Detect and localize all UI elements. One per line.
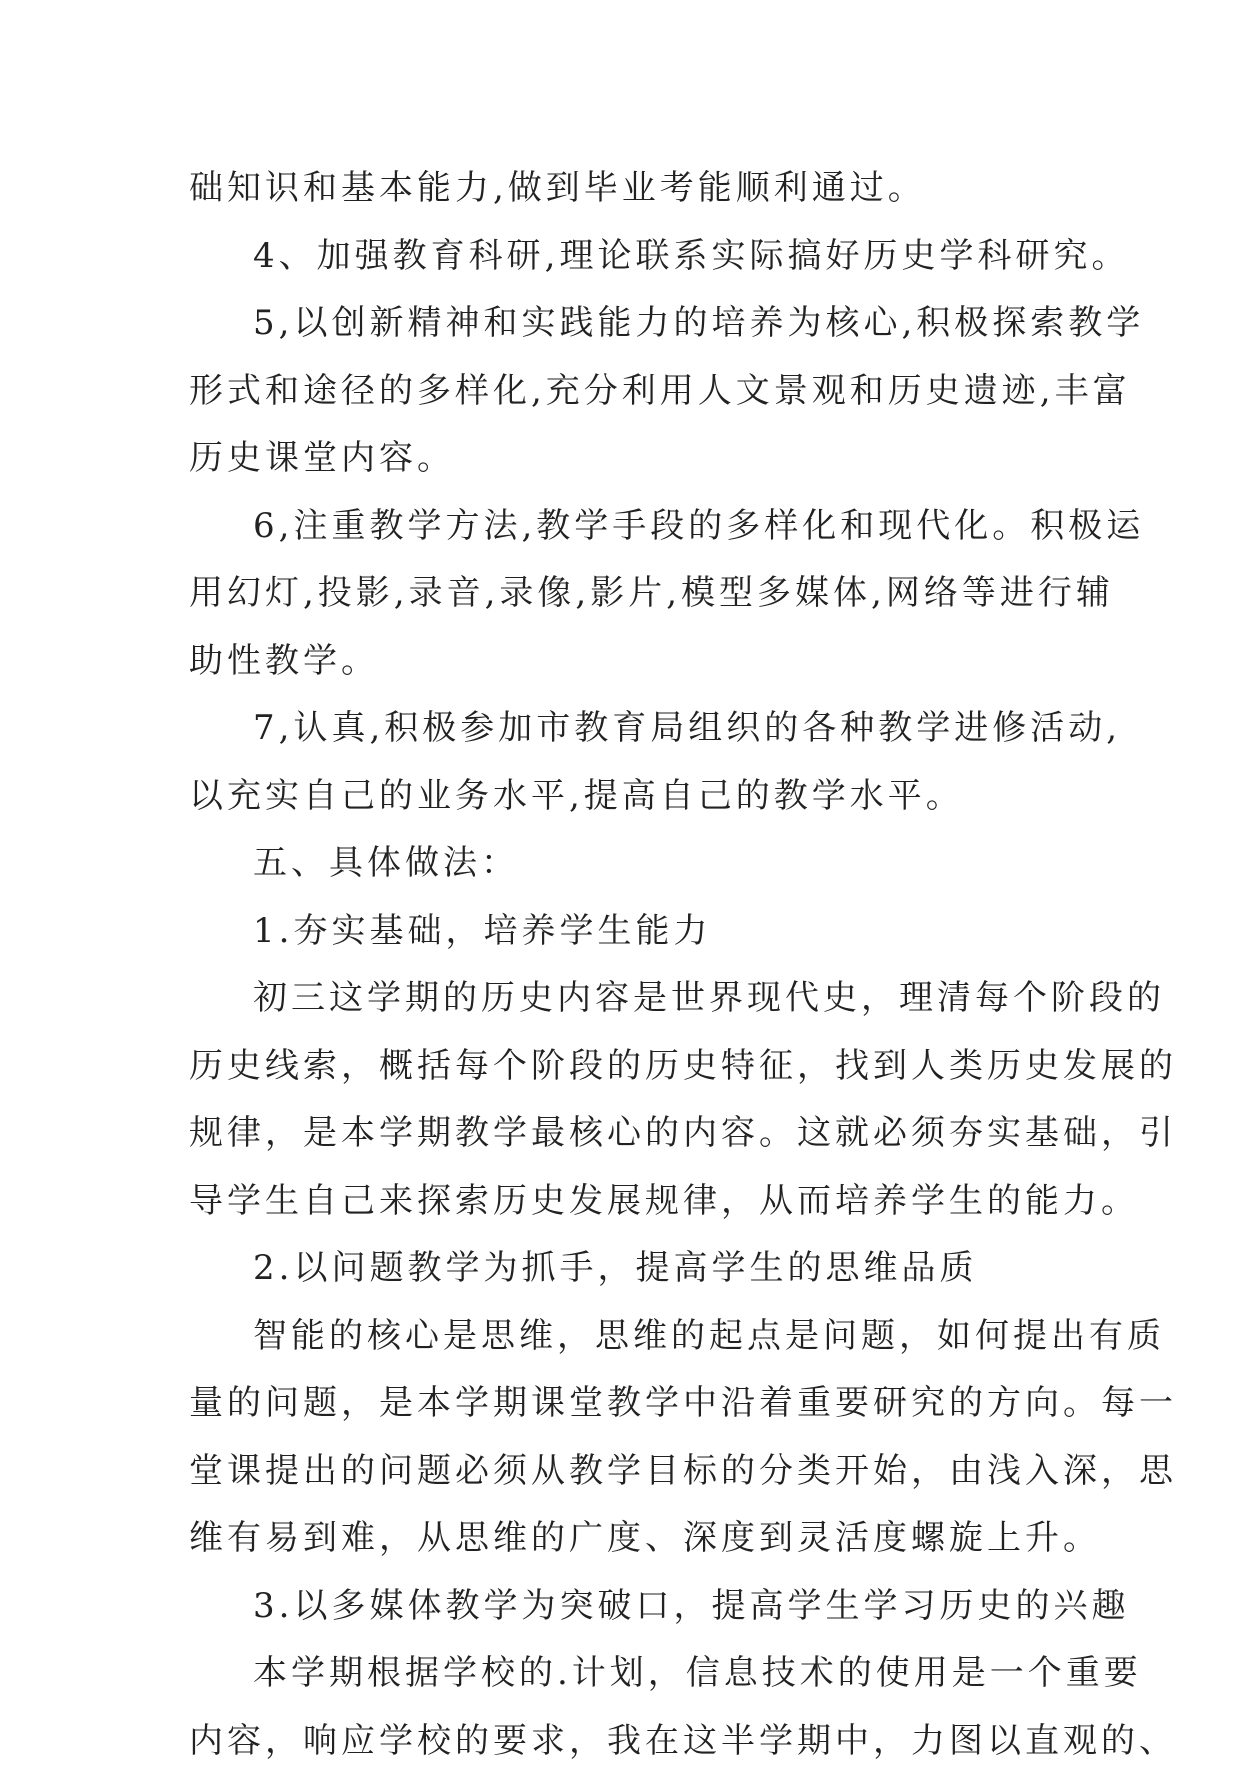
text-line-16: 导学生自己来探索历史发展规律，从而培养学生的能力。 — [189, 1168, 1059, 1236]
text-line-23: 本学期根据学校的.计划，信息技术的使用是一个重要 — [189, 1640, 1059, 1708]
text-line-7: 用幻灯,投影,录音,录像,影片,模型多媒体,网络等进行辅 — [189, 560, 1059, 628]
subheading-3: 3.以多媒体教学为突破口，提高学生学习历史的兴趣 — [189, 1573, 1059, 1641]
text-line-1: 础知识和基本能力,做到毕业考能顺利通过。 — [189, 155, 1059, 223]
text-line-10: 以充实自己的业务水平,提高自己的教学水平。 — [189, 763, 1059, 831]
text-line-2: 4、加强教育科研,理论联系实际搞好历史学科研究。 — [189, 223, 1059, 291]
document-body — [189, 155, 1059, 1775]
subheading-2: 2.以问题教学为抓手，提高学生的思维品质 — [189, 1235, 1059, 1303]
text-line-13: 初三这学期的历史内容是世界现代史，理清每个阶段的 — [189, 965, 1059, 1033]
text-line-21: 维有易到难，从思维的广度、深度到灵活度螺旋上升。 — [189, 1505, 1059, 1573]
text-line-9: 7,认真,积极参加市教育局组织的各种教学进修活动, — [189, 695, 1059, 763]
text-line-20: 堂课提出的问题必须从教学目标的分类开始，由浅入深，思 — [189, 1438, 1059, 1506]
text-line-6: 6,注重教学方法,教学手段的多样化和现代化。积极运 — [189, 493, 1059, 561]
text-line-5: 历史课堂内容。 — [189, 425, 1059, 493]
section-heading: 五、具体做法： — [189, 830, 1059, 898]
subheading-1: 1.夯实基础，培养学生能力 — [189, 898, 1059, 966]
text-line-14: 历史线索，概括每个阶段的历史特征，找到人类历史发展的 — [189, 1033, 1059, 1101]
text-line-15: 规律，是本学期教学最核心的内容。这就必须夯实基础，引 — [189, 1100, 1059, 1168]
text-line-19: 量的问题，是本学期课堂教学中沿着重要研究的方向。每一 — [189, 1370, 1059, 1438]
text-line-24: 内容，响应学校的要求，我在这半学期中，力图以直观的、 — [189, 1708, 1059, 1775]
text-line-3: 5,以创新精神和实践能力的培养为核心,积极探索教学 — [189, 290, 1059, 358]
text-line-4: 形式和途径的多样化,充分利用人文景观和历史遗迹,丰富 — [189, 358, 1059, 426]
text-line-8: 助性教学。 — [189, 628, 1059, 696]
text-line-18: 智能的核心是思维，思维的起点是问题，如何提出有质 — [189, 1303, 1059, 1371]
